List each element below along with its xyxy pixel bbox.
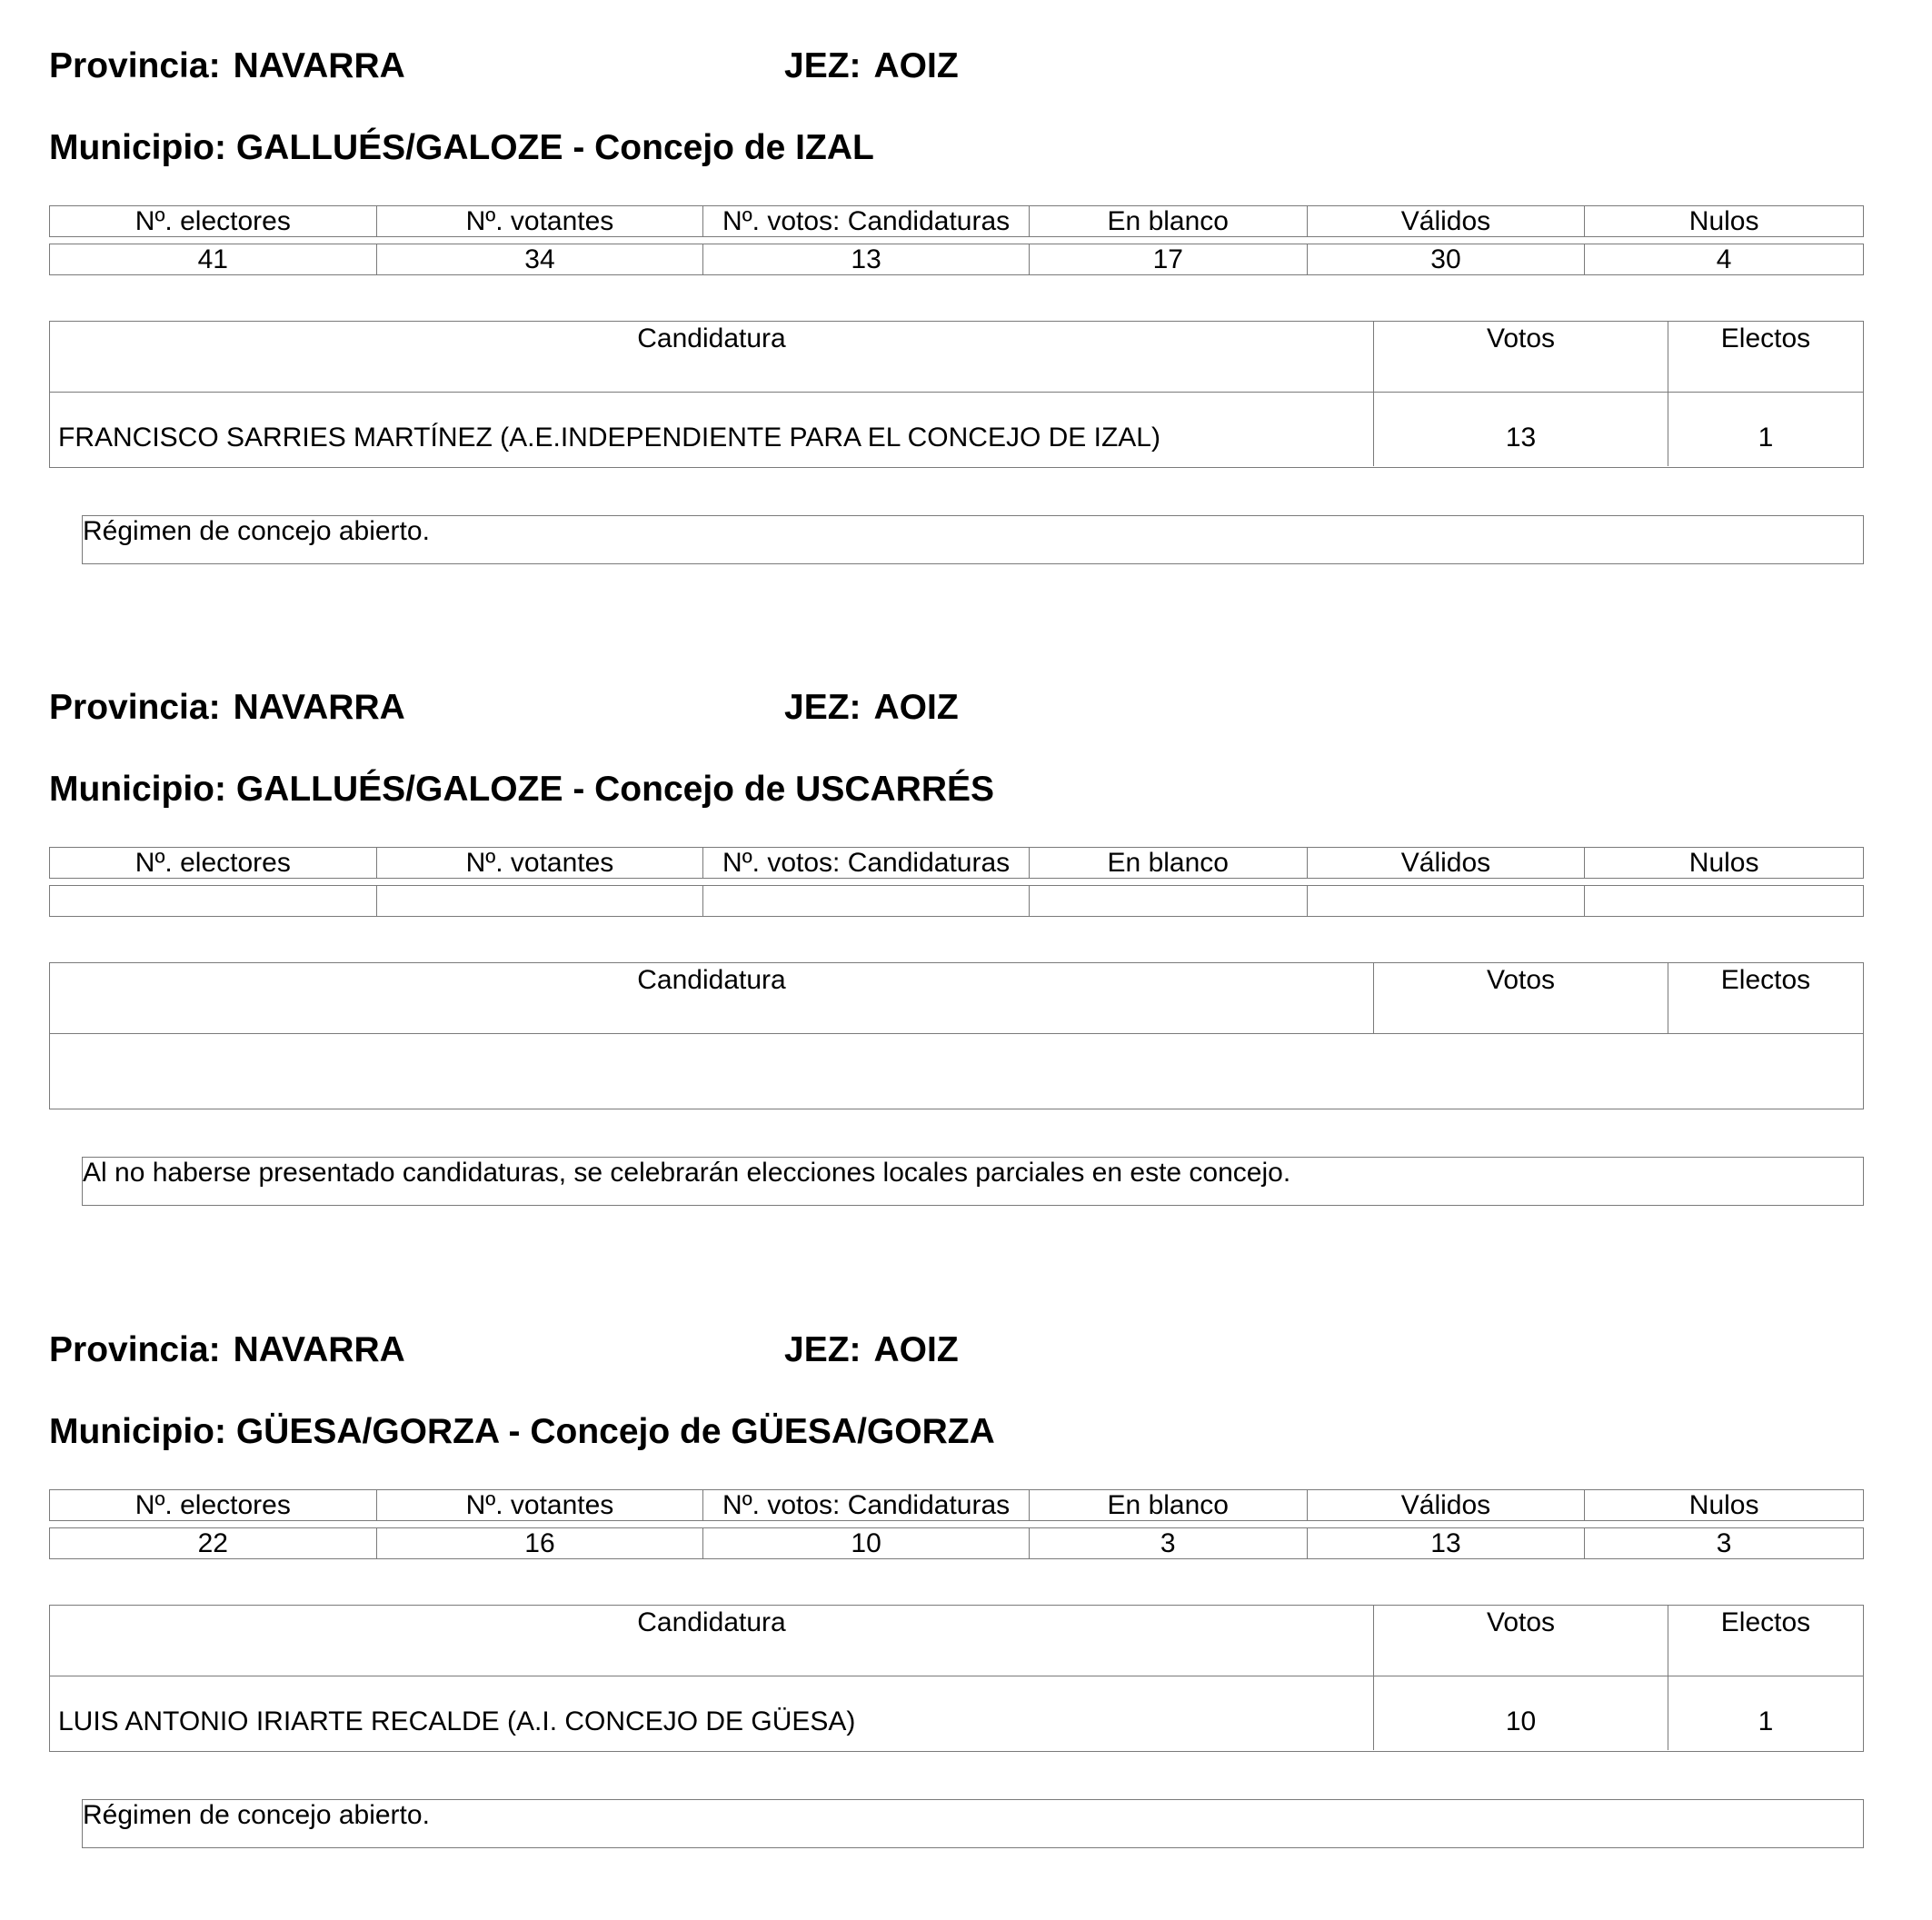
jez-heading: [784, 1329, 959, 1371]
election-result-section: [0, 0, 1932, 636]
candidatura-table: [49, 321, 1864, 468]
provincia-heading: [49, 45, 405, 87]
municipio-value: GALLUÉS/GALOZE - Concejo de USCARRÉS: [235, 770, 995, 809]
candidatura-electos: 1: [1758, 423, 1774, 453]
value-votantes: 34: [377, 244, 704, 274]
stats-values-row: [49, 885, 1864, 917]
candidatura-votos: 10: [1374, 1676, 1668, 1750]
header-validos: Válidos: [1308, 206, 1586, 236]
value-electores: 41: [50, 244, 377, 274]
jez-label: JEZ:: [784, 688, 861, 727]
candidatura-name: [50, 1034, 1863, 1108]
value-votos-candidaturas: 10: [703, 1528, 1030, 1558]
candidatura-header-row: [50, 322, 1863, 393]
candidatura-header-row: [50, 963, 1863, 1034]
municipio-value: GALLUÉS/GALOZE - Concejo de IZAL: [235, 128, 874, 167]
municipio-label: Municipio:: [49, 1412, 226, 1451]
value-validos: 30: [1308, 244, 1586, 274]
value-votantes: [377, 886, 704, 916]
value-en-blanco: 17: [1030, 244, 1308, 274]
jez-heading: [784, 45, 959, 87]
election-result-section: [0, 1284, 1932, 1920]
value-electores: [50, 886, 377, 916]
municipio-label: Municipio:: [49, 770, 226, 809]
municipio-label: Municipio:: [49, 128, 226, 167]
candidatura-name: LUIS ANTONIO IRIARTE RECALDE (A.I. CONCEJO DE GÜESA): [50, 1676, 1374, 1750]
header-candidatura: Candidatura: [50, 963, 1374, 1033]
header-nulos: Nulos: [1688, 1490, 1759, 1520]
provincia-label: Provincia:: [49, 688, 221, 727]
header-votos: Votos: [1374, 963, 1668, 1033]
provincia-heading: [49, 687, 405, 729]
municipio-heading: [49, 769, 994, 811]
value-votantes: 16: [377, 1528, 704, 1558]
municipio-value: GÜESA/GORZA - Concejo de GÜESA/GORZA: [235, 1412, 995, 1451]
header-electores: Nº. electores: [50, 848, 377, 878]
header-votantes: Nº. votantes: [377, 1490, 704, 1520]
header-votos-candidaturas: Nº. votos: Candidaturas: [703, 206, 1030, 236]
header-electos: Electos: [1720, 323, 1811, 353]
value-nulos: 3: [1716, 1528, 1732, 1558]
stats-values-row: [49, 244, 1864, 275]
candidatura-name: FRANCISCO SARRIES MARTÍNEZ (A.E.INDEPENDIENTE PARA EL CONCEJO DE IZAL): [50, 393, 1374, 466]
header-electores: Nº. electores: [50, 1490, 377, 1520]
header-votos: Votos: [1374, 322, 1668, 392]
stats-values-row: [49, 1527, 1864, 1559]
candidatura-votos: 13: [1374, 393, 1668, 466]
municipio-heading: [49, 127, 874, 169]
value-en-blanco: [1030, 886, 1308, 916]
header-nulos: Nulos: [1688, 206, 1759, 236]
value-validos: [1308, 886, 1586, 916]
stats-header-row: [49, 205, 1864, 237]
stats-header-row: [49, 1489, 1864, 1521]
candidatura-header-row: [50, 1606, 1863, 1676]
header-validos: Válidos: [1308, 1490, 1586, 1520]
header-votantes: Nº. votantes: [377, 848, 704, 878]
header-candidatura: Candidatura: [50, 1606, 1374, 1676]
header-votos: Votos: [1374, 1606, 1668, 1676]
jez-heading: [784, 687, 959, 729]
provincia-label: Provincia:: [49, 46, 221, 85]
header-candidatura: Candidatura: [50, 322, 1374, 392]
value-votos-candidaturas: 13: [703, 244, 1030, 274]
value-validos: 13: [1308, 1528, 1586, 1558]
header-votos-candidaturas: Nº. votos: Candidaturas: [703, 848, 1030, 878]
note-box: Régimen de concejo abierto.: [82, 515, 1864, 564]
municipio-heading: [49, 1411, 995, 1453]
header-en-blanco: En blanco: [1030, 206, 1308, 236]
value-nulos: [1585, 886, 1863, 916]
value-nulos: 4: [1716, 244, 1732, 274]
provincia-label: Provincia:: [49, 1330, 221, 1369]
jez-label: JEZ:: [784, 1330, 861, 1369]
value-votos-candidaturas: [703, 886, 1030, 916]
header-electos: Electos: [1720, 965, 1811, 995]
candidatura-table: [49, 1605, 1864, 1752]
candidatura-table: [49, 962, 1864, 1109]
election-result-section: [0, 642, 1932, 1278]
header-en-blanco: En blanco: [1030, 1490, 1308, 1520]
header-validos: Válidos: [1308, 848, 1586, 878]
header-electos: Electos: [1720, 1607, 1811, 1637]
table-row: [50, 1034, 1863, 1108]
jez-value: AOIZ: [873, 1330, 959, 1369]
jez-value: AOIZ: [873, 46, 959, 85]
table-row: [50, 1676, 1863, 1750]
header-electores: Nº. electores: [50, 206, 377, 236]
provincia-value: NAVARRA: [233, 688, 405, 727]
note-box: Al no haberse presentado candidaturas, se celebrarán elecciones locales parciales en este concejo.: [82, 1157, 1864, 1206]
header-en-blanco: En blanco: [1030, 848, 1308, 878]
value-en-blanco: 3: [1030, 1528, 1308, 1558]
header-votantes: Nº. votantes: [377, 206, 704, 236]
table-row: [50, 393, 1863, 466]
jez-value: AOIZ: [873, 688, 959, 727]
stats-header-row: [49, 847, 1864, 879]
header-nulos: Nulos: [1688, 848, 1759, 878]
provincia-heading: [49, 1329, 405, 1371]
header-votos-candidaturas: Nº. votos: Candidaturas: [703, 1490, 1030, 1520]
jez-label: JEZ:: [784, 46, 861, 85]
provincia-value: NAVARRA: [233, 1330, 405, 1369]
note-box: Régimen de concejo abierto.: [82, 1799, 1864, 1848]
value-electores: 22: [50, 1528, 377, 1558]
provincia-value: NAVARRA: [233, 46, 405, 85]
candidatura-electos: 1: [1758, 1706, 1774, 1736]
